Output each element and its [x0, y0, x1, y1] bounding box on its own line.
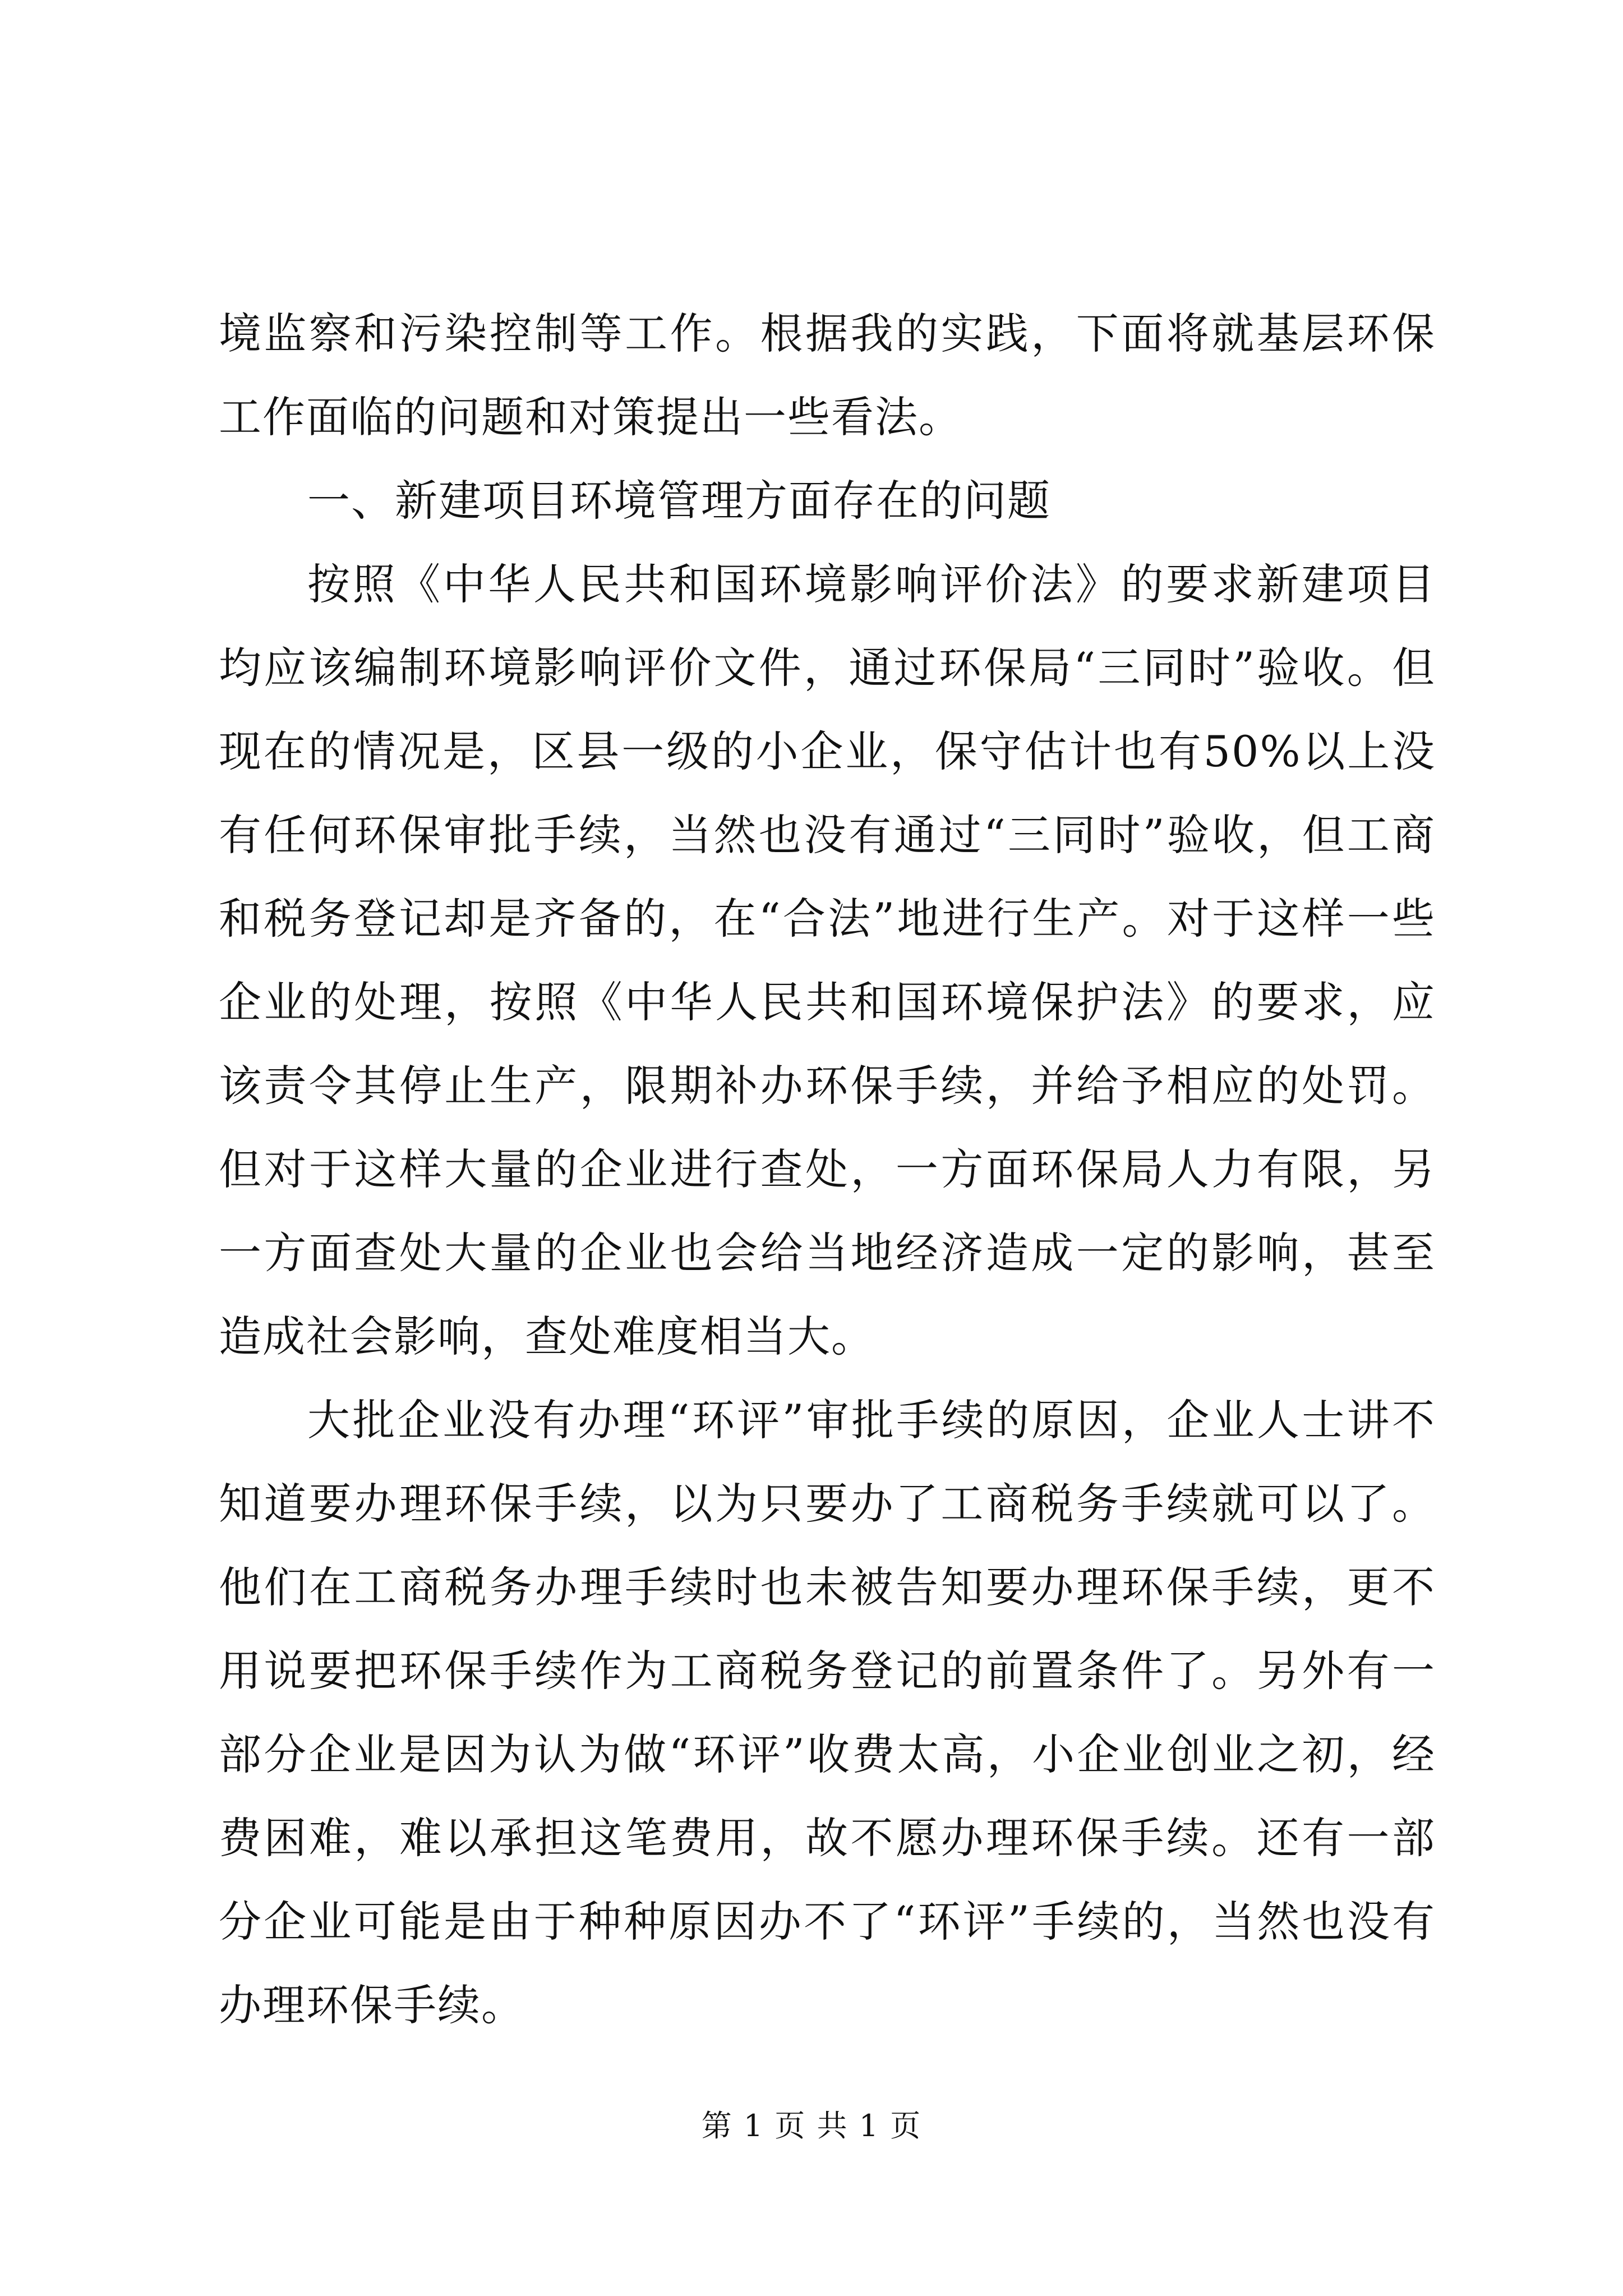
paragraph-eia-requirement: 按照《中华人民共和国环境影响评价法》的要求新建项目均应该编制环境影响评价文件，通过环保局“三同时”验收。但现在的情况是，区县一级的小企业，保守估计也有50%以上没有任何环保审批手续，当然也没有通过“三同时”验收，但工商和税务登记却是齐备的，在“合法”地进行生产。对于这样一些企业的处理，按照《中华人民共和国环境保护法》的要求，应该责令其停止生产，限期补办环保手续，并给予相应的处罚。但对于这样大量的企业进行查处，一方面环保局人力有限，另一方面查处大量的企业也会给当地经济造成一定的影响，甚至造成社会影响，查处难度相当大。 [219, 559, 1436, 1361]
paragraph-intro-continuation: 境监察和污染控制等工作。根据我的实践，下面将就基层环保工作面临的问题和对策提出一些看法。 [219, 309, 1436, 442]
paragraph-reasons: 大批企业没有办理“环评”审批手续的原因，企业人士讲不知道要办理环保手续，以为只要办了工商税务手续就可以了。他们在工商税务办理手续时也未被告知要办理环保手续，更不用说要把环保手续作为工商税务登记的前置条件了。另外有一部分企业是因为认为做“环评”收费太高，小企业创业之初，经费困难，难以承担这笔费用，故不愿办理环保手续。还有一部分企业可能是由于种种原因办不了“环评”手续的，当然也没有办理环保手续。 [219, 1395, 1436, 2030]
document-body [219, 292, 1436, 2047]
section-heading: 一、新建项目环境管理方面存在的问题 [307, 476, 1051, 526]
page-footer: 第 1 页 共 1 页 [701, 2108, 922, 2143]
